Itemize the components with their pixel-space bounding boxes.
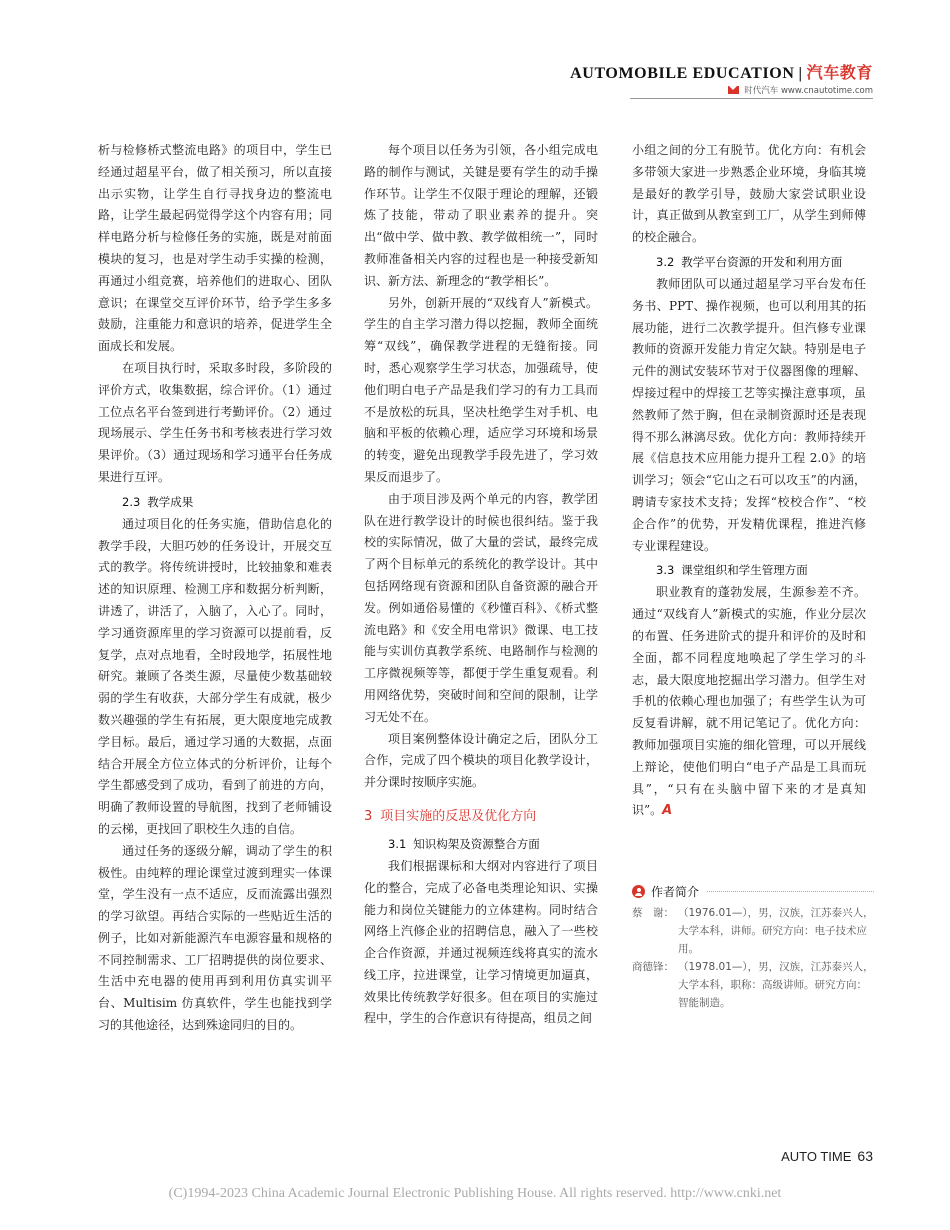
section-number: 3.3: [656, 563, 675, 578]
header-site-text[interactable]: 时代汽车 www.cnautotime.com: [744, 86, 873, 96]
paragraph: 教师团队可以通过超星学习平台发布任务书、PPT、操作视频，也可以利用其的拓展功能，进行二次教学提升。但汽修专业课教师的资源开发能力肯定欠缺。特别是电子元件的测试安装环节对于仪器图像的理解、焊接过程中的焊接工艺等实操注意事项，虽然教师了然于胸，但在录制资源时还是表现得不那么淋漓尽致。优化方向：教师持续开展《信息技术应用能力提升工程 2.0》的培训学习；领会“它山之石可以攻玉”的内涵，聘请专家技术支持；发挥“校校合作”、“校企合作”的优势，开发精优课程，推进汽修专业课程建设。: [632, 276, 866, 553]
paragraph: 我们根据课标和大纲对内容进行了项目化的整合，完成了必备电类理论知识、实操能力和岗位关键能力的立体建构。同时结合网络上汽修企业的招聘信息，融入了一些校企合作资源，并通过视频连线将真实的流水线工序，拉进课堂，让学习情境更加逼真，效果比传统教学好很多。但在项目的实施过程中，学生的合作意识有待提高，组员之间: [364, 858, 598, 1026]
text-column-1: [98, 140, 332, 1037]
paragraph: 通过项目化的任务实施，借助信息化的教学手段，大胆巧妙的任务设计，开展交互式的教学。将传统讲授时，比较抽象和难表述的知识原理、检测工序和数据分析判断，讲透了，讲活了，入脑了，入心了。同时，学习通资源库里的学习资源可以提前看，反复学，点对点地看，全时段地学，拓展性地研究。兼顾了各类生源，尽量使少数基础较弱的学生有收获，大部分学生有成就，极少数兴趣强的学生有拓展，更大限度地完成教学目标。最后，通过学习通的大数据，点面结合开展全方位立体式的分析评价，让每个学生都感受到了成功，看到了前进的方向，明确了教师设置的导航图，找到了老师铺设的云梯，更找回了职校生久违的自信。: [98, 516, 332, 836]
section-title: 课堂组织和学生管理方面: [681, 563, 808, 578]
journal-name: AUTO TIME: [781, 1149, 852, 1164]
header-title-en: AUTOMOBILE EDUCATION: [570, 65, 795, 82]
mail-icon: [728, 86, 739, 94]
paragraph: 小组之间的分工有脱节。优化方向：有机会多带领大家进一步熟悉企业环境，身临其境是最好的教学引导，鼓励大家尝试职业设计，真正做到从教室到工厂，从学生到师傅的校企融合。: [632, 143, 866, 245]
section-heading-3-3: [632, 560, 866, 580]
section-heading-2-3: [98, 492, 332, 512]
page-number: 63: [857, 1148, 873, 1164]
author-name: 商德锋：: [632, 961, 674, 973]
page-footer: [781, 1148, 873, 1164]
section-title: 教学成果: [147, 494, 194, 509]
text-column-2: [364, 140, 598, 1030]
header-site: [728, 84, 873, 96]
author-desc: （1978.01—），男，汉族，江苏泰兴人，大学本科，职称：高级讲师。研究方向：智能制造。: [678, 961, 874, 1009]
paragraph: 项目案例整体设计确定之后，团队分工合作，完成了四个模块的项目化教学设计，并分课时按顺序实施。: [364, 731, 598, 790]
author-bio-box: [632, 883, 874, 1012]
author-entry: [632, 958, 874, 1012]
paragraph: 析与检修桥式整流电路》的项目中，学生已经通过超星平台，做了相关预习，所以直接出示实物，让学生自行寻找身边的整流电路，让学生最起码觉得学这个内容有用；同样电路分析与检修任务的实施，既是对前面模块的复习，也是对学生动手实操的检测，再通过小组竞赛，培养他们的进取心、团队意识；在课堂交互评价环节，给予学生多多鼓励，注重能力和意识的培养，促进学生全面成长和发展。: [98, 143, 332, 354]
paragraph: [632, 582, 866, 822]
paragraph-text: 职业教育的蓬勃发展，生源参差不齐。通过“双线育人”新模式的实施，作业分层次的布置、任务进阶式的提升和评价的及时和全面，都不同程度地唤起了学生学习的斗志，最大限度地挖掘出学习潜力。但学生对手机的依赖心理也加强了；有些学生认为可反复看讲解，就不用记笔记了。优化方向：教师加强项目实施的细化管理，可以开展线上辩论，使他们明白“电子产品是工具而玩具”，“只有在头脑中留下来的才是真知识”。: [632, 585, 866, 818]
author-bio-heading: [632, 883, 874, 900]
section-number: 3: [364, 808, 373, 824]
header-divider: [630, 98, 873, 99]
author-name: 蔡 谢：: [632, 907, 674, 919]
section-number: 3.2: [656, 254, 675, 269]
section-title: 项目实施的反思及优化方向: [380, 808, 537, 824]
author-bio-title: 作者简介: [651, 885, 700, 899]
author-entry: [632, 904, 874, 958]
journal-header-title: [570, 60, 873, 83]
section-title: 教学平台资源的开发和利用方面: [681, 254, 843, 269]
copyright-line: (C)1994-2023 China Academic Journal Electronic Publishing House. All rights reserved. http://www.cnki.net: [168, 1186, 782, 1201]
author-desc: （1976.01—），男，汉族，江苏泰兴人，大学本科，讲师。研究方向：电子技术应用。: [678, 907, 874, 955]
header-separator: |: [798, 65, 803, 82]
paragraph: 每个项目以任务为引领，各小组完成电路的制作与测试，关键是要有学生的动手操作环节。让学生不仅限于理论的理解，还锻炼了技能，带动了职业素养的提升。突出“做中学、做中教、教学做相统一”，同时教师准备相关内容的过程也是一种接受新知识、新方法、新理念的“教学相长”。: [364, 143, 598, 288]
section-heading-3-1: [364, 834, 598, 854]
header-title-cn: 汽车教育: [806, 63, 873, 82]
paragraph: 由于项目涉及两个单元的内容，教学团队在进行教学设计的时候也很纠结。鉴于我校的实际情况，做了大量的尝试，最终完成了两个目标单元的系统化的教学设计。其中包括网络现有资源和团队自备资源的融合开发。例如通俗易懂的《秒懂百科》、《桥式整流电路》和《安全用电常识》微课、电工技能与实训仿真教学系统、电路制作与检测的工序微视频等等，都便于学生重复观看。利用网络优势，突破时间和空间的限制，让学习无处不在。: [364, 491, 598, 724]
section-heading-3: [364, 807, 598, 827]
section-number: 2.3: [122, 494, 141, 509]
heading-rule: [707, 891, 874, 892]
section-heading-3-2: [632, 252, 866, 272]
section-number: 3.1: [388, 836, 407, 851]
person-icon: [632, 885, 645, 898]
section-title: 知识构架及资源整合方面: [413, 836, 540, 851]
paragraph: 另外，创新开展的“双线育人”新模式。学生的自主学习潜力得以挖掘，教师全面统筹“双线”，确保教学进程的无缝衔接。同时，悉心观察学生学习状态，加强疏导，使他们明白电子产品是我们学习的有力工具而不是放松的玩具，坚决杜绝学生对手机、电脑和平板的依赖心理，适应学习环境和场景的转变，避免出现教学手段先进了，学习效果反而退步了。: [364, 295, 598, 484]
paragraph: 通过任务的逐级分解，调动了学生的积极性。由纯粹的理论课堂过渡到理实一体课堂，学生没有一点不适应，反而流露出强烈的学习欲望。再结合实际的一些贴近生活的例子，比如对新能源汽车电源容量和规格的不同控制需求、工厂招聘提供的岗位要求、生活中充电器的使用再到利用仿真实训平台、Multisim 仿真软件，学生也能找到学习的其他途径，达到殊途同归的目的。: [98, 843, 332, 1033]
text-column-3: [632, 140, 866, 822]
article-end-mark: A: [662, 803, 673, 819]
paragraph: 在项目执行时，采取多时段，多阶段的评价方式，收集数据，综合评价。（1）通过工位点名平台签到进行考勤评价。（2）通过现场展示、学生任务书和考核表进行学习效果评价。（3）通过现场和学习通平台任务成果进行互评。: [98, 360, 332, 484]
